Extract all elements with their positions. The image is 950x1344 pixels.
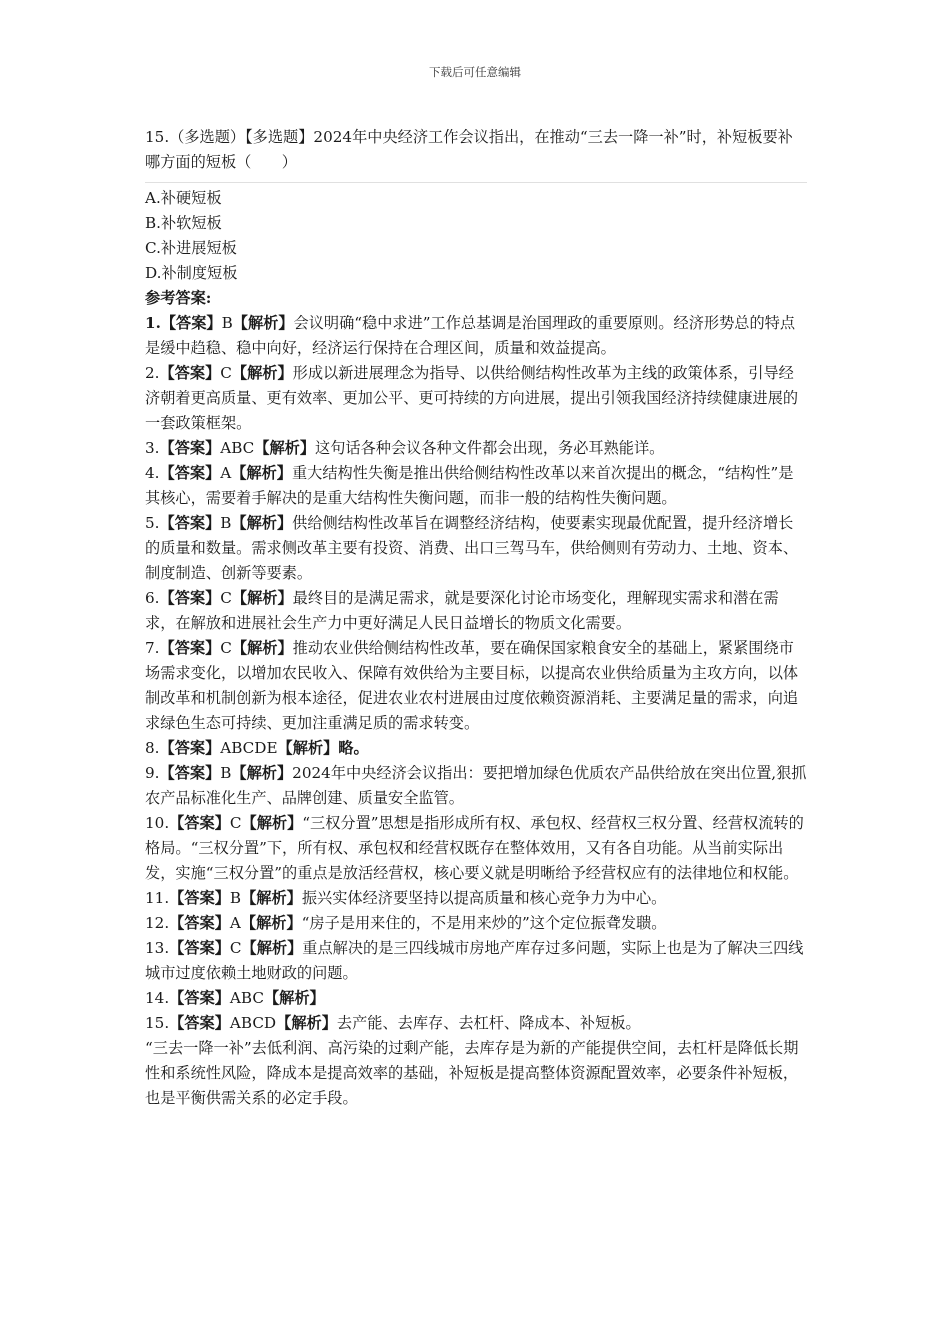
answer-number: 11.: [145, 889, 170, 907]
explanation-label: 【解析】: [241, 814, 303, 832]
explanation-label: 【解析】: [231, 464, 292, 482]
answer-item: [145, 811, 807, 886]
answer-label: 【答案】: [169, 1014, 230, 1032]
options-list: [145, 186, 807, 286]
answer-value: B: [220, 514, 232, 532]
final-paragraph: “三去一降一补”去低利润、高污染的过剩产能，去库存是为新的产能提供空间，去杠杆是降低长期性和系统性风险，降成本是提高效率的基础，补短板是提高整体资源配置效率，必要条件补短板，也是平衡供需关系的必定手段。: [145, 1039, 799, 1107]
explanation-text: 会议明确“稳中求进”工作总基调是治国理政的重要原则。经济形势总的特点是缓中趋稳、稳中向好，经济运行保持在合理区间，质量和效益提高。: [145, 314, 796, 357]
answer-number: 10.: [145, 814, 170, 832]
answer-value: B: [229, 889, 242, 907]
option-b: B.补软短板: [145, 214, 222, 232]
explanation-label: 【解析】: [254, 439, 316, 457]
answer-item: [145, 886, 807, 911]
answer-number: 1.: [145, 314, 161, 332]
explanation-label: 【解析】: [277, 739, 339, 757]
answer-number: 14.: [145, 989, 170, 1007]
answer-label: 【答案】: [159, 364, 221, 382]
answer-value: ABCDE: [220, 739, 278, 757]
answer-label: 【答案】: [159, 514, 221, 532]
question-text: 15.（多选题）【多选题】2024年中央经济工作会议指出，在推动“三去一降一补”时，补短板要补哪方面的短板（ ）: [145, 128, 793, 171]
answer-label: 【答案】: [159, 464, 221, 482]
answer-number: 4.: [145, 464, 160, 482]
explanation-text: “房子是用来住的，不是用来炒的”这个定位振聋发聩。: [301, 914, 667, 932]
explanation-label: 【解析】: [276, 1014, 337, 1032]
answer-number: 3.: [145, 439, 160, 457]
answer-label: 【答案】: [159, 639, 221, 657]
explanation-text: 振兴实体经济要坚持以提高质量和核心竞争力为中心。: [301, 889, 667, 907]
answer-label: 【答案】: [159, 764, 221, 782]
explanation-label: 【解析】: [240, 914, 302, 932]
answer-value: C: [220, 589, 232, 607]
answer-number: 8.: [145, 739, 160, 757]
explanation-label: 【解析】: [241, 889, 302, 907]
answer-number: 2.: [145, 364, 160, 382]
explanation-text: 重点解决的是三四线城市房地产库存过多问题，实际上也是为了解决三四线城市过度依赖土地财政的问题。: [145, 939, 804, 982]
divider: [145, 182, 807, 183]
answer-number: 9.: [145, 764, 160, 782]
answer-item: [145, 936, 807, 986]
answer-item: [145, 586, 807, 636]
explanation-text: 略。: [338, 739, 369, 757]
answer-item: [145, 311, 807, 361]
answer-label: 【答案】: [169, 889, 230, 907]
answer-label: 【答案】: [159, 439, 221, 457]
answer-item: [145, 736, 807, 761]
explanation-text: 推动农业供给侧结构性改革，要在确保国家粮食安全的基础上，紧紧围绕市场需求变化，以增加农民收入、保障有效供给为主要目标，以提高农业供给质量为主攻方向，以体制改革和机制创新为根本途径，促进农业农村进展由过度依赖资源消耗、主要满足量的需求，向追求绿色生态可持续、更加注重满足质的需求转变。: [145, 639, 799, 732]
explanation-label: 【解析】: [231, 514, 293, 532]
option-a: A.补硬短板: [145, 189, 222, 207]
answer-value: C: [220, 639, 232, 657]
answer-label: 【答案】: [169, 814, 230, 832]
answer-value: ABC: [220, 439, 255, 457]
answer-value: ABC: [229, 989, 264, 1007]
option-d: D.补制度短板: [145, 264, 238, 282]
explanation-text: 形成以新进展理念为指导、以供给侧结构性改革为主线的政策体系，引导经济朝着更高质量、更有效率、更加公平、更可持续的方向进展，提出引领我国经济持续健康进展的一套政策框架。: [145, 364, 799, 432]
answers-list: [145, 311, 807, 1036]
answer-number: 6.: [145, 589, 160, 607]
answer-label: 【答案】: [169, 939, 230, 957]
explanation-text: 重大结构性失衡是推出供给侧结构性改革以来首次提出的概念，“结构性”是其核心，需要着手解决的是重大结构性失衡问题，而非一般的结构性失衡问题。: [145, 464, 794, 507]
answer-label: 【答案】: [159, 589, 221, 607]
answer-value: A: [220, 464, 232, 482]
explanation-text: 最终目的是满足需求，就是要深化讨论市场变化，理解现实需求和潜在需求，在解放和进展社会生产力中更好满足人民日益增长的物质文化需要。: [145, 589, 779, 632]
explanation-label: 【解析】: [231, 364, 293, 382]
explanation-label: 【解析】: [231, 764, 293, 782]
answer-item: [145, 986, 807, 1011]
answer-number: 15.: [145, 1014, 170, 1032]
answer-value: ABCD: [229, 1014, 277, 1032]
answer-value: C: [229, 939, 242, 957]
document-content: [145, 125, 807, 1111]
answer-value: A: [229, 914, 241, 932]
answer-value: C: [229, 814, 242, 832]
answer-number: 5.: [145, 514, 160, 532]
answer-item: [145, 361, 807, 436]
answer-label: 【答案】: [169, 989, 230, 1007]
answer-number: 7.: [145, 639, 160, 657]
option-c: C.补进展短板: [145, 239, 237, 257]
explanation-label: 【解析】: [263, 989, 325, 1007]
explanation-label: 【解析】: [231, 639, 293, 657]
answer-item: [145, 761, 807, 811]
answer-label: 【答案】: [159, 739, 221, 757]
answer-item: [145, 461, 807, 511]
page-header: 下载后可任意编辑: [429, 65, 521, 79]
explanation-text: 2024年中央经济会议指出：要把增加绿色优质农产品供给放在突出位置,狠抓农产品标准化生产、品牌创建、质量安全监管。: [145, 764, 807, 807]
answer-item: [145, 511, 807, 586]
answer-value: B: [221, 314, 233, 332]
answer-number: 13.: [145, 939, 170, 957]
answer-item: [145, 436, 807, 461]
answer-item: [145, 1011, 807, 1036]
answer-value: C: [220, 364, 232, 382]
answer-value: B: [220, 764, 232, 782]
explanation-text: 去产能、去库存、去杠杆、降成本、补短板。: [336, 1014, 641, 1032]
answer-label: 【答案】: [169, 914, 230, 932]
answer-item: [145, 911, 807, 936]
explanation-text: 供给侧结构性改革旨在调整经济结构，使要素实现最优配置，提升经济增长的质量和数量。需求侧改革主要有投资、消费、出口三驾马车，供给侧则有劳动力、土地、资本、制度制造、创新等要素。: [145, 514, 799, 582]
explanation-label: 【解析】: [241, 939, 303, 957]
answer-label: 【答案】: [160, 314, 222, 332]
explanation-label: 【解析】: [232, 314, 294, 332]
answer-number: 12.: [145, 914, 170, 932]
explanation-label: 【解析】: [231, 589, 293, 607]
reference-answers-title: 参考答案:: [145, 289, 212, 307]
answer-item: [145, 636, 807, 736]
explanation-text: “三权分置”思想是指形成所有权、承包权、经营权三权分置、经营权流转的格局。“三权分置”下，所有权、承包权和经营权既存在整体效用，又有各自功能。从当前实际出发，实施“三权分置”的重点是放活经营权，核心要义就是明晰给予经营权应有的法律地位和权能。: [145, 814, 804, 882]
explanation-text: 这句话各种会议各种文件都会出现，务必耳熟能详。: [315, 439, 665, 457]
